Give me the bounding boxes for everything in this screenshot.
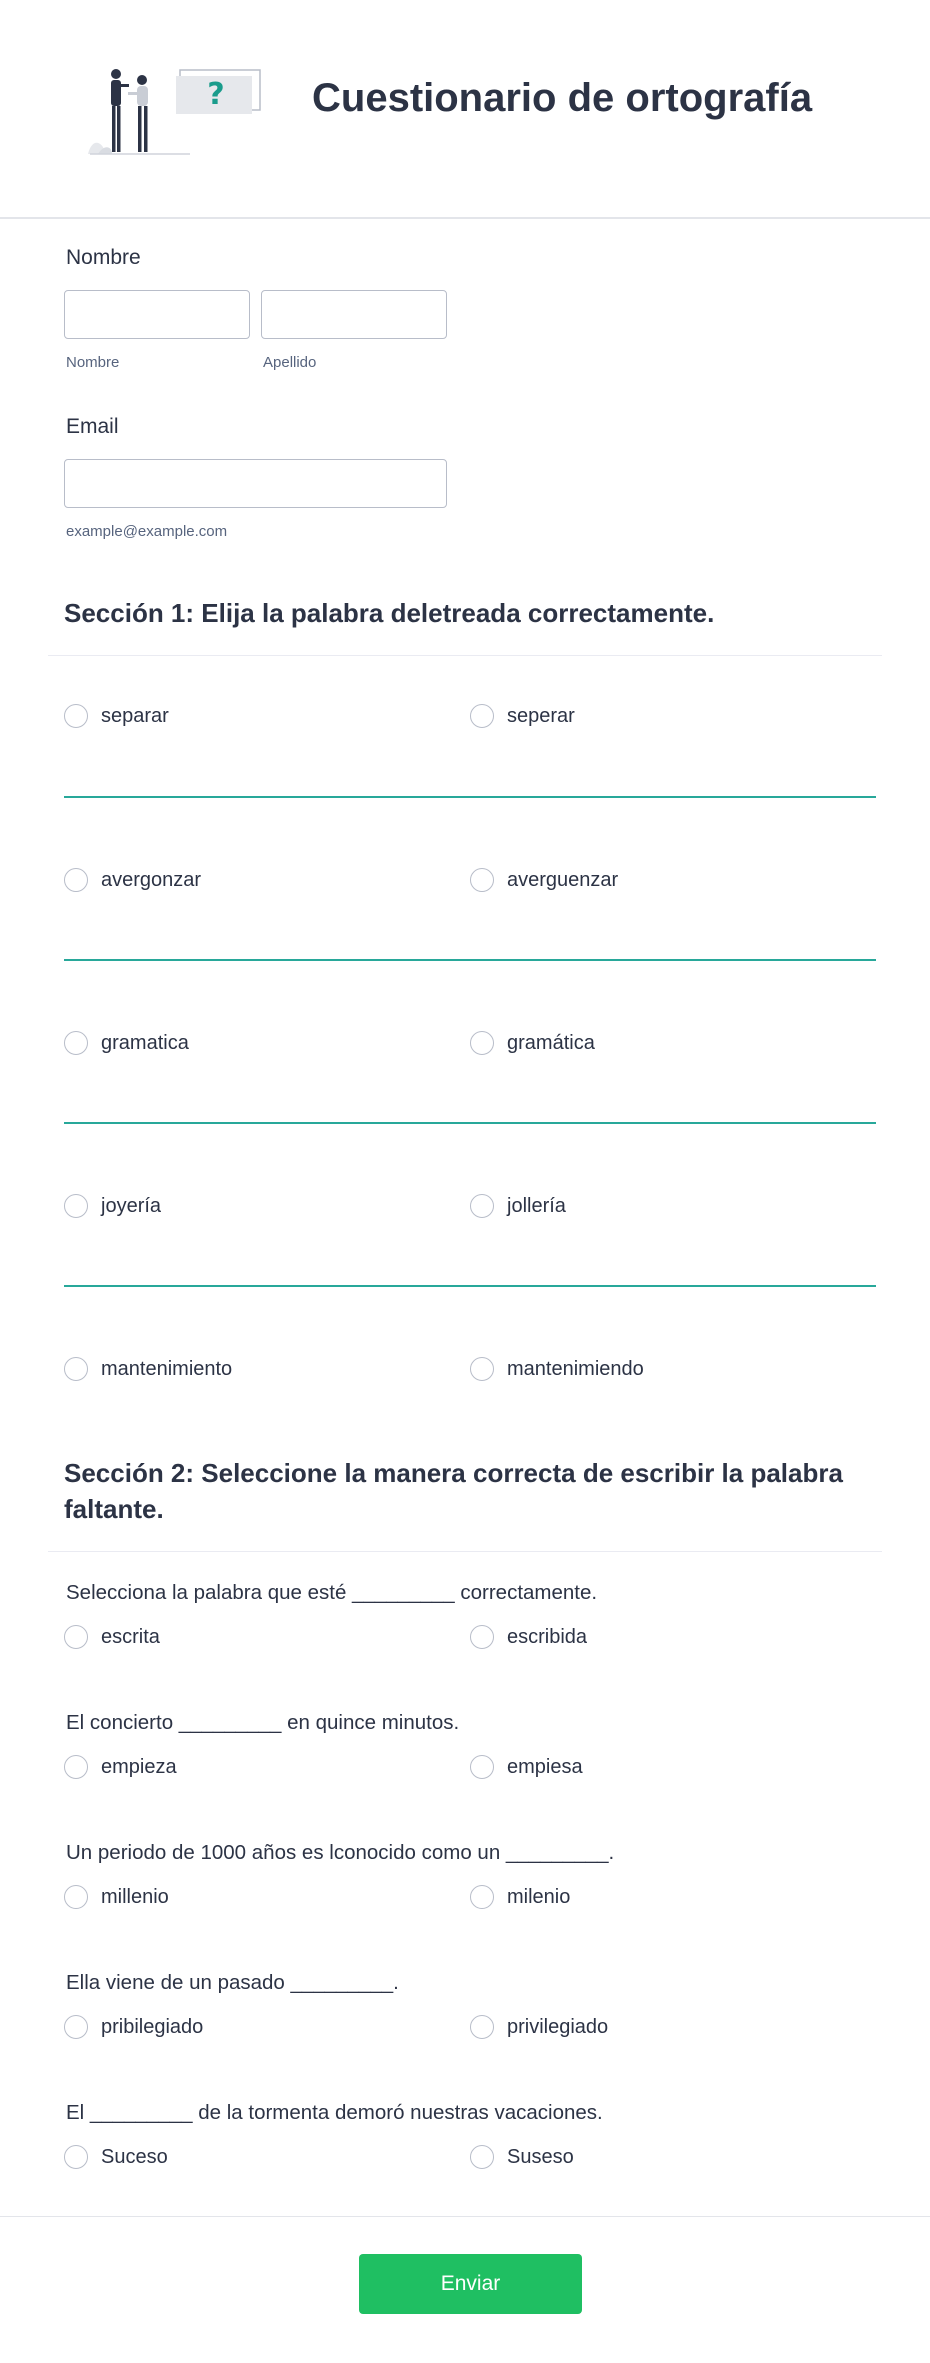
s1-q2-option-a[interactable] [64,867,201,893]
last-name-sublabel: Apellido [263,354,317,371]
radio-button[interactable] [470,2145,494,2169]
radio-button[interactable] [64,704,88,728]
s2-q5-option-b[interactable] [470,2144,574,2170]
option-label: Suseso [507,2145,574,2168]
option-label: jollería [507,1194,566,1217]
option-label: privilegiado [507,2015,609,2038]
option-label: millenio [101,1885,169,1908]
email-label: Email [66,415,119,438]
radio-button[interactable] [64,1885,88,1909]
radio-button[interactable] [64,1625,88,1649]
form-header [0,0,930,219]
radio-button[interactable] [64,2145,88,2169]
first-name-input[interactable] [64,290,250,339]
radio-button[interactable] [470,1885,494,1909]
radio-button[interactable] [64,868,88,892]
radio-button[interactable] [470,2015,494,2039]
section-1-title: Sección 1: Elija la palabra deletreada correctamente. [64,598,715,628]
s2-q4-option-a[interactable] [64,2014,203,2040]
option-label: avergonzar [101,868,202,891]
option-label: mantenimiendo [507,1357,644,1380]
s1-q5-option-a[interactable] [64,1356,232,1382]
radio-button[interactable] [470,1625,494,1649]
question-divider [64,1285,876,1287]
email-input[interactable] [64,459,447,508]
option-label: empieza [101,1755,177,1778]
option-label: milenio [507,1885,571,1908]
s1-q1-option-a[interactable] [64,703,169,729]
radio-button[interactable] [470,1194,494,1218]
question-divider [64,959,876,961]
s2-q5-text: El _________ de la tormenta demoró nuestras vacaciones. [66,2101,603,2124]
s2-q2-option-a[interactable] [64,1754,177,1780]
option-label: separar [101,704,169,727]
option-label: gramática [507,1031,595,1054]
s2-q3-option-b[interactable] [470,1884,570,1910]
s2-q3-option-a[interactable] [64,1884,169,1910]
radio-button[interactable] [64,1755,88,1779]
email-sublabel: example@example.com [66,523,228,540]
s2-q3-text: Un periodo de 1000 años es lconocido como un _________. [66,1841,615,1864]
s1-q5-option-b[interactable] [470,1356,644,1382]
s1-q4-option-a[interactable] [64,1193,161,1219]
radio-button[interactable] [470,868,494,892]
s2-q4-option-b[interactable] [470,2014,608,2040]
radio-button[interactable] [64,2015,88,2039]
s1-q2-option-b[interactable] [470,867,618,893]
s2-q1-option-b[interactable] [470,1624,587,1650]
radio-button[interactable] [64,1031,88,1055]
option-label: pribilegiado [101,2015,204,2038]
s2-q2-option-b[interactable] [470,1754,583,1780]
radio-button[interactable] [470,1755,494,1779]
section-1-divider [48,655,882,656]
s1-q3-option-b[interactable] [470,1030,595,1056]
radio-button[interactable] [470,1357,494,1381]
s2-q2-text: El concierto _________ en quince minutos. [66,1711,460,1734]
section-2-title: Sección 2: Seleccione la manera correcta de escribir la palabra faltante. [64,1458,843,1524]
last-name-input[interactable] [261,290,447,339]
question-divider [64,1122,876,1124]
radio-button[interactable] [470,704,494,728]
option-label: escrita [101,1625,160,1648]
s2-q5-option-a[interactable] [64,2144,168,2170]
s2-q4-text: Ella viene de un pasado _________. [66,1971,399,1994]
option-label: Suceso [101,2145,168,2168]
option-label: empiesa [507,1755,583,1778]
radio-button[interactable] [64,1194,88,1218]
option-label: joyería [101,1194,162,1217]
people-question-illustration [84,58,264,158]
s1-q3-option-a[interactable] [64,1030,189,1056]
s2-q1-option-a[interactable] [64,1624,160,1650]
option-label: averguenzar [507,868,619,891]
first-name-sublabel: Nombre [66,354,120,371]
radio-button[interactable] [470,1031,494,1055]
question-divider [64,796,876,798]
section-2-divider [48,1551,882,1552]
s1-q1-option-b[interactable] [470,703,575,729]
name-label: Nombre [66,246,141,269]
option-label: seperar [507,704,575,727]
s1-q4-option-b[interactable] [470,1193,566,1219]
option-label: gramatica [101,1031,189,1054]
submit-button[interactable]: Enviar [359,2254,582,2314]
form-title: Cuestionario de ortografía [312,76,813,120]
radio-button[interactable] [64,1357,88,1381]
s2-q1-text: Selecciona la palabra que esté _________ correctamente. [66,1581,598,1604]
option-label: mantenimiento [101,1357,233,1380]
question-mark-icon: ? [207,77,225,112]
option-label: escribida [507,1625,588,1648]
